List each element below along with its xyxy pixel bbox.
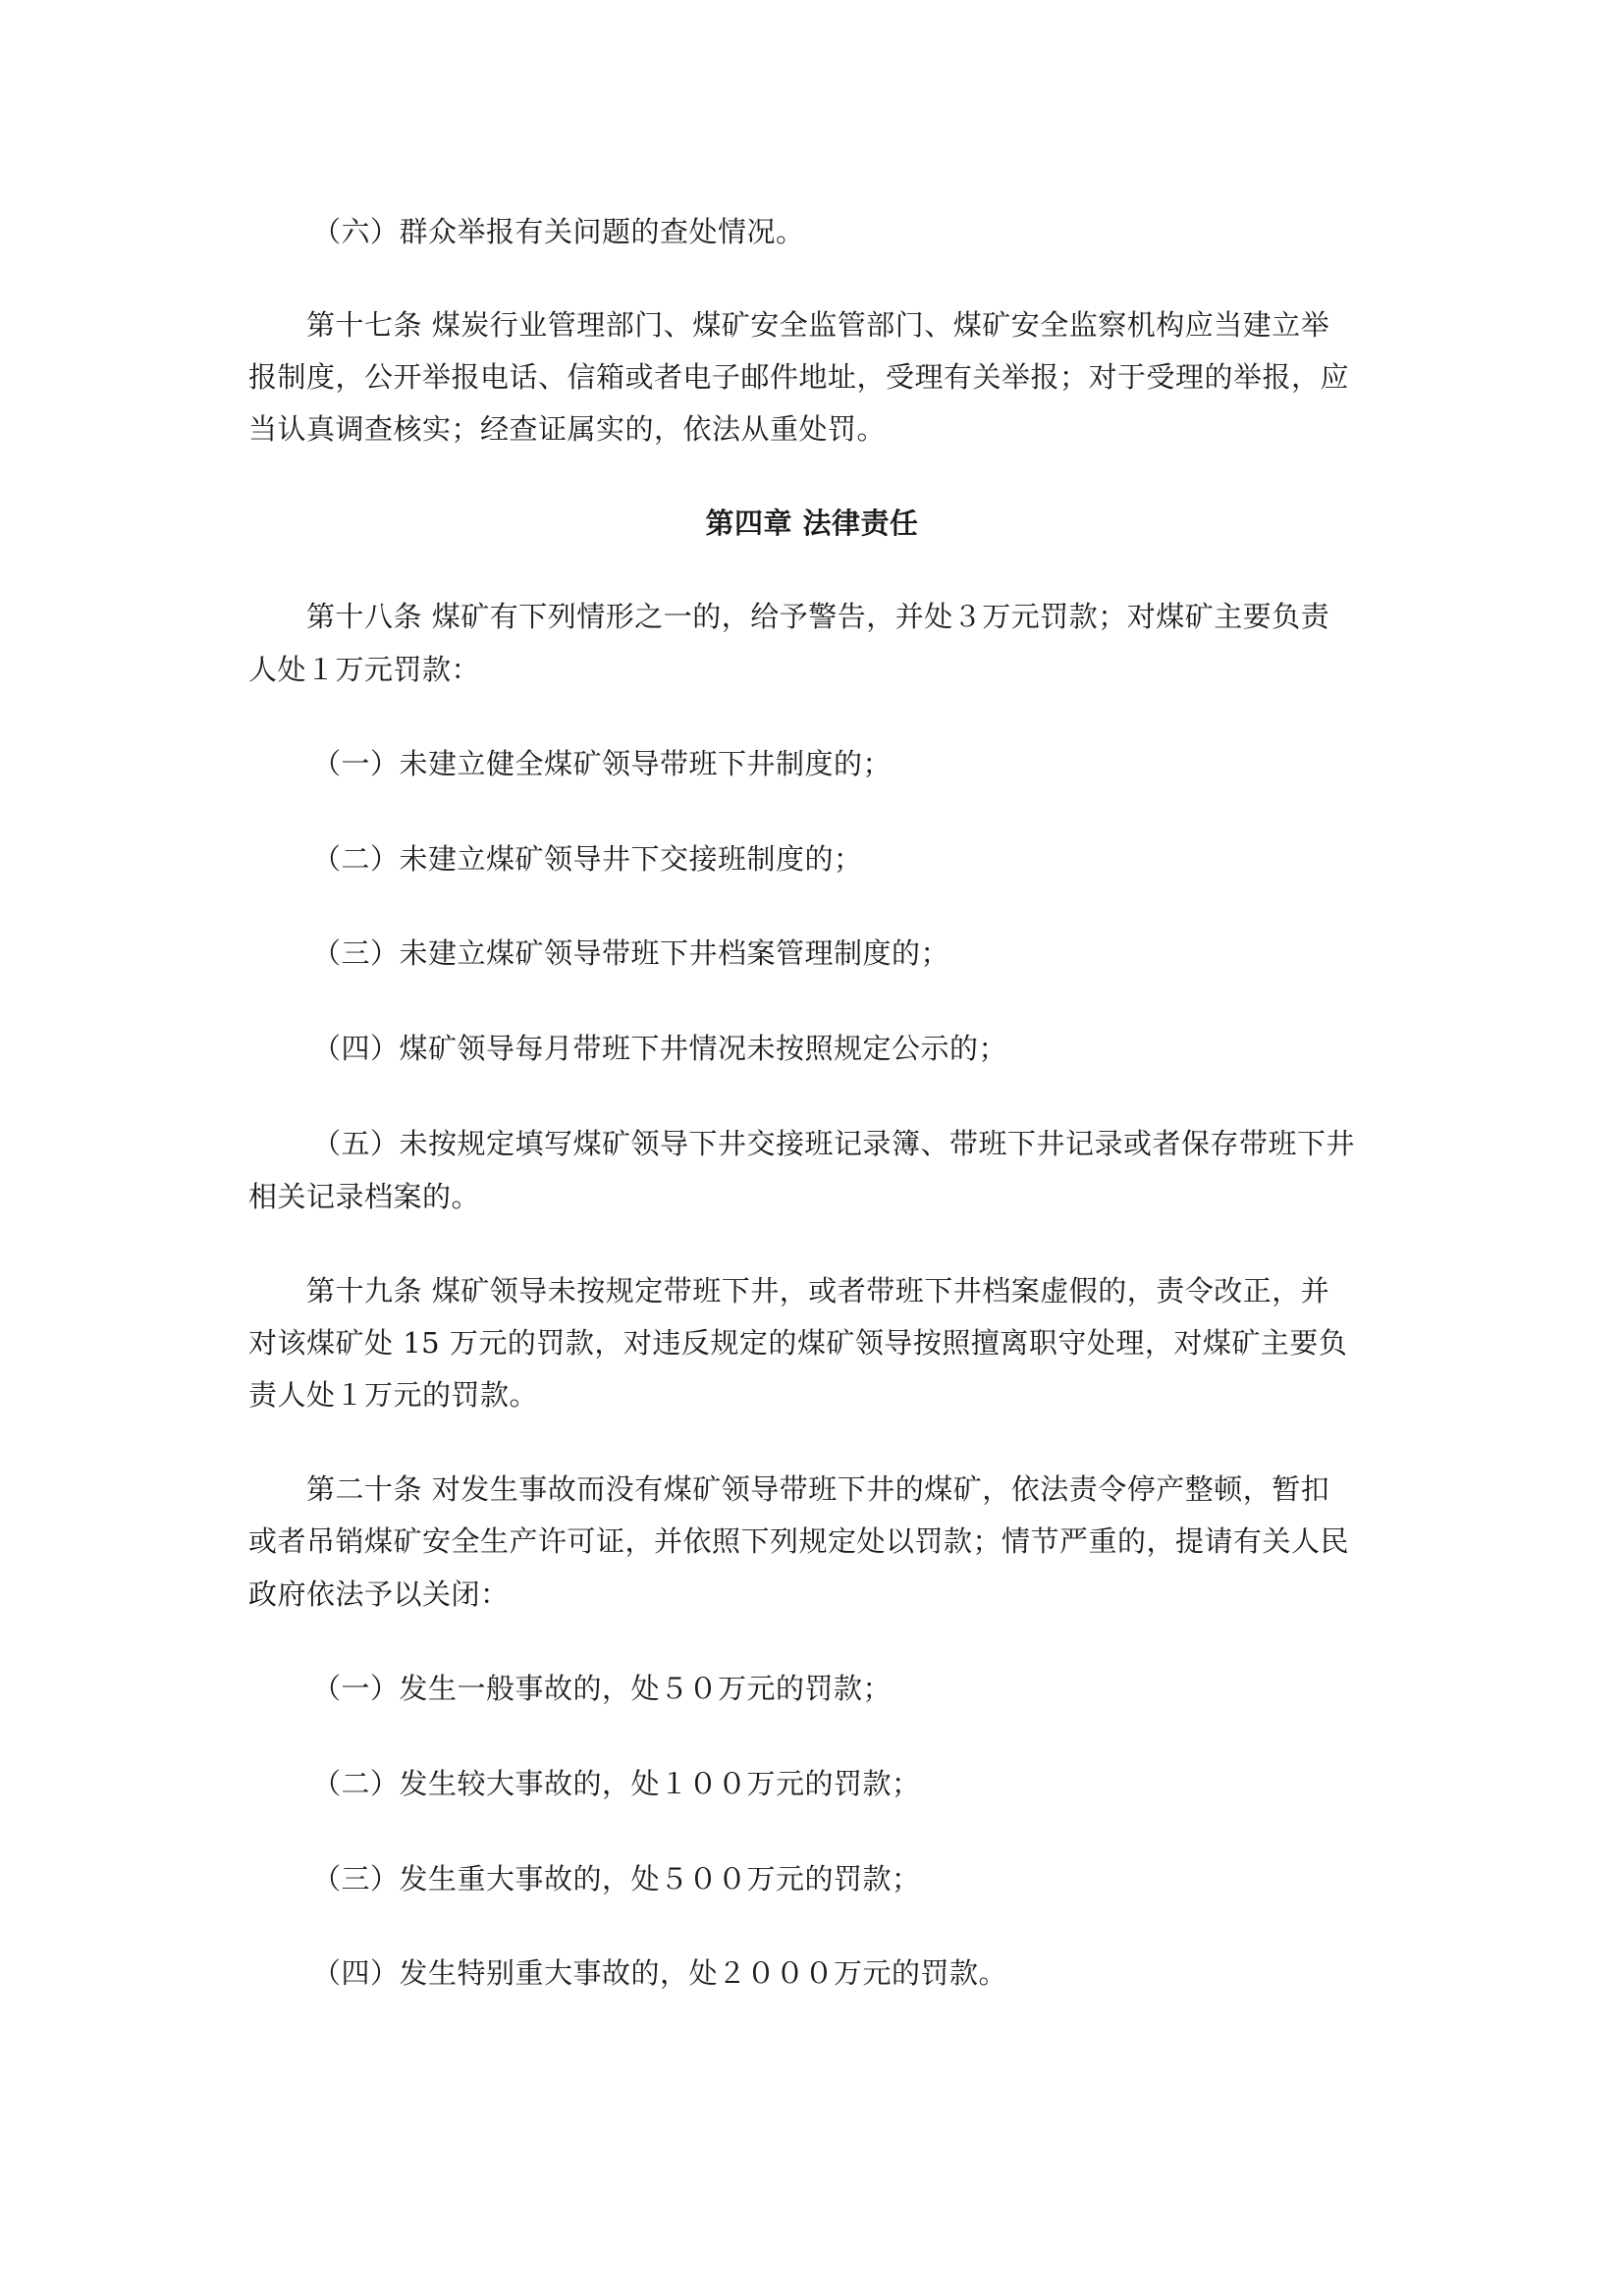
list-item: （三）未建立煤矿领导带班下井档案管理制度的； <box>312 936 950 970</box>
chapter-heading: 第四章 法律责任 <box>705 507 919 540</box>
list-item: （四）煤矿领导每月带班下井情况未按照规定公示的； <box>312 1032 1008 1065</box>
text-line: 责人处１万元的罚款。 <box>248 1378 539 1412</box>
text-line: 第十九条 煤矿领导未按规定带班下井，或者带班下井档案虚假的，责令改正，并 <box>306 1274 1330 1308</box>
list-item: （二）未建立煤矿领导井下交接班制度的； <box>312 842 863 876</box>
text-line: 或者吊销煤矿安全生产许可证，并依照下列规定处以罚款；情节严重的，提请有关人民 <box>248 1524 1350 1558</box>
list-item: （四）发生特别重大事故的，处２０００万元的罚款。 <box>312 1956 1008 1990</box>
list-item: （二）发生较大事故的，处１００万元的罚款； <box>312 1767 921 1800</box>
text-line: 对该煤矿处 15 万元的罚款，对违反规定的煤矿领导按照擅离职守处理，对煤矿主要负 <box>248 1326 1348 1360</box>
text-line: （六）群众举报有关问题的查处情况。 <box>312 215 805 248</box>
text-line: 人处１万元罚款： <box>248 653 481 686</box>
text-line: 当认真调查核实；经查证属实的，依法从重处罚。 <box>248 412 887 446</box>
list-item: （一）未建立健全煤矿领导带班下井制度的； <box>312 747 893 780</box>
text-line: 报制度，公开举报电话、信箱或者电子邮件地址，受理有关举报；对于受理的举报，应 <box>248 360 1350 394</box>
text-line: 政府依法予以关闭： <box>248 1577 510 1611</box>
list-item: （一）发生一般事故的，处５０万元的罚款； <box>312 1672 893 1705</box>
list-item: （五）未按规定填写煤矿领导下井交接班记录簿、带班下井记录或者保存带班下井 <box>312 1127 1356 1160</box>
text-line: 第二十条 对发生事故而没有煤矿领导带班下井的煤矿，依法责令停产整顿，暂扣 <box>306 1472 1330 1506</box>
text-line: 相关记录档案的。 <box>248 1180 481 1213</box>
text-line: 第十八条 煤矿有下列情形之一的，给予警告，并处３万元罚款；对煤矿主要负责 <box>306 600 1330 633</box>
list-item: （三）发生重大事故的，处５００万元的罚款； <box>312 1862 921 1896</box>
text-line: 第十七条 煤炭行业管理部门、煤矿安全监管部门、煤矿安全监察机构应当建立举 <box>306 308 1330 342</box>
